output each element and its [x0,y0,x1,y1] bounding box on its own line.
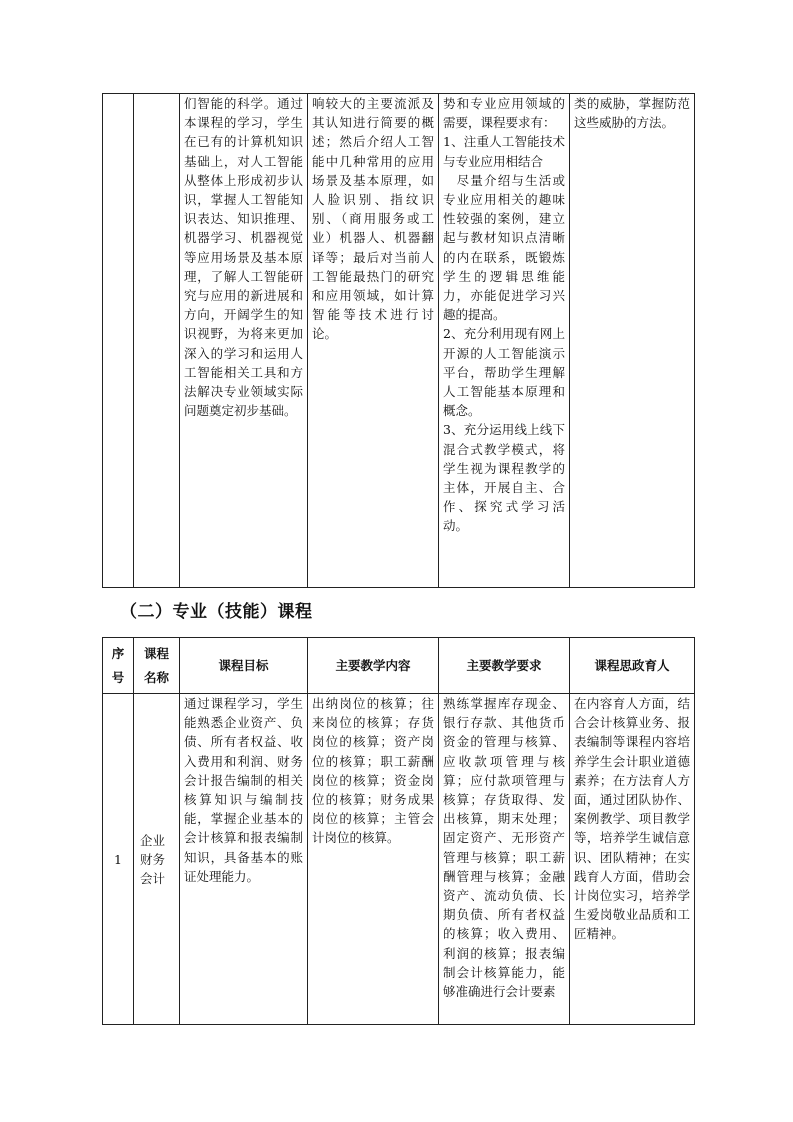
row-ideology-cell [570,694,695,1025]
row-ideology: 在内容育人方面，结合会计核算业务、报表编制等课程内容培养学生会计职业道德素养；在方法育人方面，通过团队协作、案例教学、项目教学等，培养学生诚信意识、团队精神；在实践育人方面，借助会计岗位实习，培养学生爱岗敬业品质和工匠精神。 [574,696,690,942]
goal-cell [180,94,308,588]
table-header-row [103,638,695,694]
header-requirement: 主要教学要求 [439,638,570,694]
header-content: 主要教学内容 [308,638,439,694]
section-heading: （二）专业（技能）课程 [120,602,313,622]
row-name: 企业 财务 会计 [134,694,180,1025]
requirement-cell [439,94,570,588]
row-requirement: 熟练掌握库存现金、银行存款、其他货币资金的管理与核算、应收款项管理与核算；应付款项管理与核算；存货取得、发出核算，期末处理；固定资产、无形资产管理与核算；职工薪酬管理与核算；金融资产、流动负债、长期负债、所有者权益的核算；收入费用、利润的核算；报表编制会计核算能力，能够准确进行会计要素 [443,696,565,1000]
goal-text: 们智能的科学。通过本课程的学习，学生在已有的计算机知识基础上，对人工智能从整体上形成初步认识，掌握人工智能知识表达、知识推理、机器学习、机器视觉等应用场景及基本原理，了解人工智能研究与应用的新进展和方向，开阔学生的知识视野，为将来更加深入的学习和运用人工智能相关工具和方法解决专业领域实际问题奠定初步基础。 [184,96,303,419]
row-content: 出纳岗位的核算；往来岗位的核算；存货岗位的核算；资产岗位的核算；职工薪酬岗位的核算；资金岗位的核算；财务成果岗位的核算；主管会计岗位的核算。 [312,696,434,846]
empty-name-cell [134,94,180,588]
row-content-cell [308,694,439,1025]
content-text: 响较大的主要流派及其认知进行简要的概述；然后介绍人工智能中几种常用的应用场景及基本原理，如人脸识别、指纹识别、（商用服务或工业）机器人、机器翻译等；最后对当前人工智能最热门的研究和应用领域，如计算智能等技术进行讨论。 [312,96,434,342]
professional-course-table [102,637,695,1025]
course-table-continued [102,93,695,588]
ideology-text: 类的威胁，掌握防范这些威胁的方法。 [574,96,690,131]
empty-no-cell [103,94,134,588]
row-requirement-cell [439,694,570,1025]
row-no: 1 [103,694,134,1025]
row-goal-cell [180,694,308,1025]
content-cell [308,94,439,588]
header-goal: 课程目标 [180,638,308,694]
requirement-text: 势和专业应用领域的需要，课程要求有： 1、注重人工智能技术与专业应用相结合 尽量介绍与生活或专业应用相关的趣味性较强的案例，建立起与教材知识点清晰的内在联系，既锻炼学生的逻辑思维能力，亦能促进学习兴趣的提高。 2、充分利用现有网上开源的人工智能演示平台，帮助学生理解人工智能基本原理和概念。 3、充分运用线上线下混合式教学模式，将学生视为课程教学的主体，开展自主、合作、探究式学习活动。 [443,96,565,534]
row-goal: 通过课程学习，学生能熟悉企业资产、负债、所有者权益、收入费用和利润、财务会计报告编制的相关核算知识与编制技能，掌握企业基本的会计核算和报表编制知识，具备基本的账证处理能力。 [184,696,303,884]
header-name: 课程名称 [134,638,180,694]
ideology-cell [570,94,695,588]
table-row [103,694,695,1025]
header-no: 序号 [103,638,134,694]
header-ideology: 课程思政育人 [570,638,695,694]
